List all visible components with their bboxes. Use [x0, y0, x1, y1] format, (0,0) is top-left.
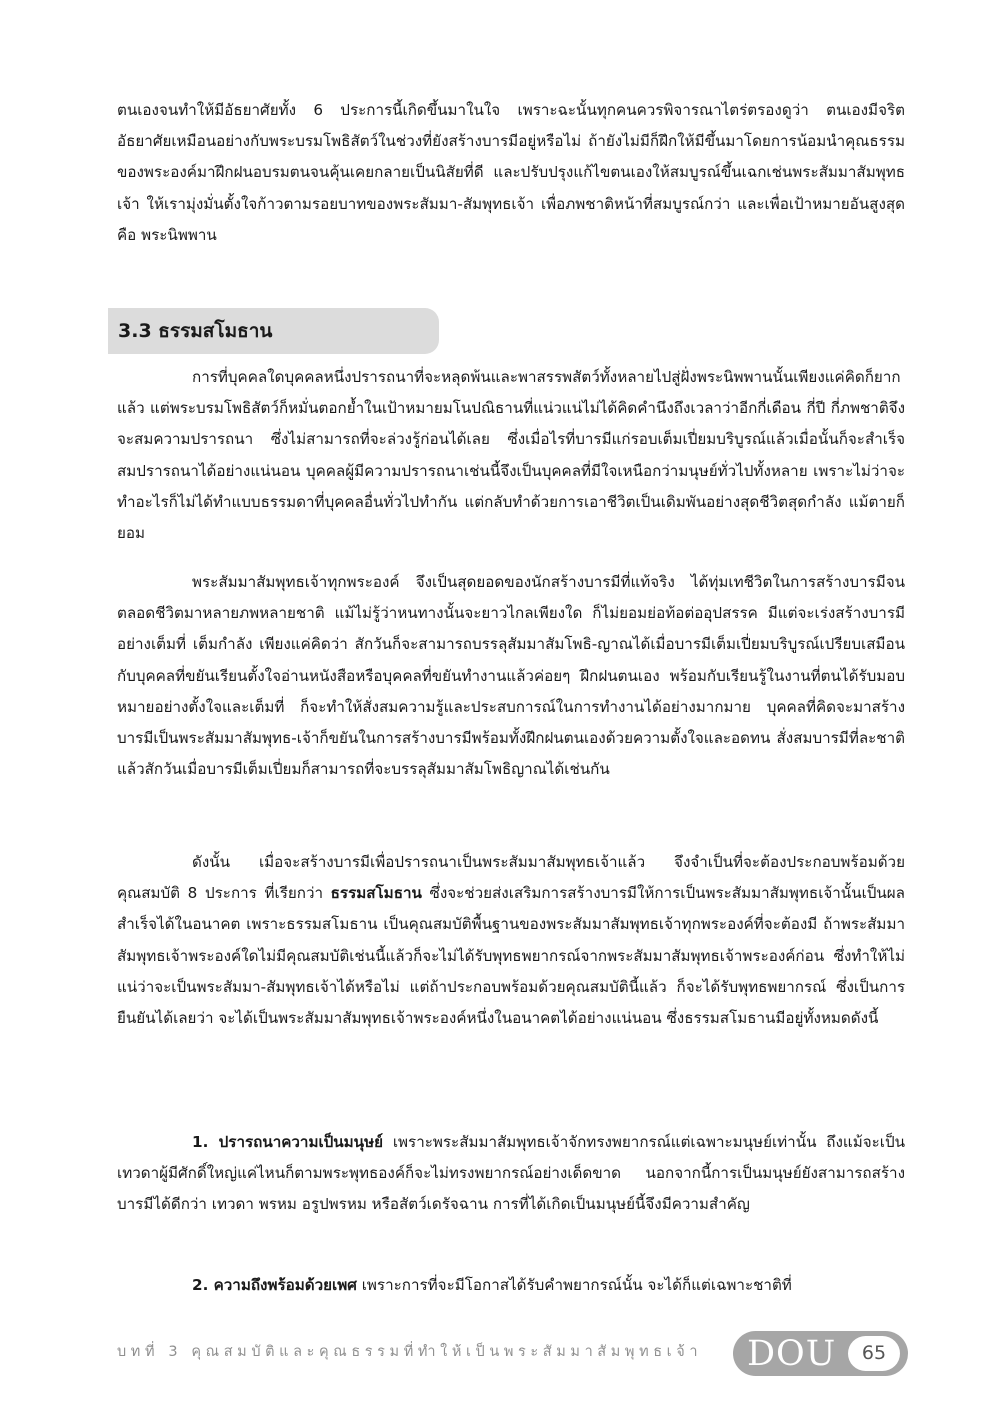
list-item-1-title: 1. ปรารถนาความเป็นมนุษย์: [192, 1133, 383, 1151]
page-number: 65: [848, 1336, 900, 1371]
list-item-1: [117, 1127, 905, 1221]
intro-paragraph: ตนเองจนทำให้มีอัธยาศัยทั้ง 6 ประการนี้เกิดขึ้นมาในใจ เพราะฉะนั้นทุกคนควรพิจารณาไตร่ตรองดูว่า ตนเองมีจริตอัธยาศัยเหมือนอย่างกับพระบรมโพธิสัตว์ในช่วงที่ยังสร้างบารมีอยู่หรือไม่ ถ้ายังไม่มีก็ฝึกให้มีขึ้นมาโดยการน้อมนำคุณธรรมของพระองค์มาฝึกฝนอบรมตนจนคุ้นเคยกลายเป็นนิสัยที่ดี และปรับปรุงแก้ไขตนเองให้สมบูรณ์ขึ้นเฉกเช่นพระสัมมาสัมพุทธเจ้า ให้เรามุ่งมั่นตั้งใจก้าวตามรอยบาทของพระสัมมา-สัมพุทธเจ้า เพื่อภพชาติหน้าที่สมบูรณ์กว่า และเพื่อเป้าหมายอันสูงสุด คือ พระนิพพาน: [117, 101, 905, 244]
footer-badge: [733, 1331, 908, 1376]
body-paragraph-3: [117, 847, 905, 1034]
body-paragraph-2: พระสัมมาสัมพุทธเจ้าทุกพระองค์ จึงเป็นสุดยอดของนักสร้างบารมีที่แท้จริง ได้ทุ่มเทชีวิตในการสร้างบารมีจนตลอดชีวิตมาหลายภพหลายชาติ แม้ไม่รู้ว่าหนทางนั้นจะยาวไกลเพียงใด ก็ไม่ยอมย่อท้อต่ออุปสรรค มีแต่จะเร่งสร้างบารมีอย่างเต็มที่ เต็มกำลัง เพียงแค่คิดว่า สักวันก็จะสามารถบรรลุสัมมาสัมโพธิ-ญาณได้เมื่อบารมีเต็มเปี่ยมบริบูรณ์เปรียบเสมือนกับบุคคลที่ขยันเรียนตั้งใจอ่านหนังสือหรือบุคคลที่ขยันทำงานแล้วค่อยๆ ฝึกฝนตนเอง พร้อมกับเรียนรู้ในงานที่ตนได้รับมอบหมายอย่างตั้งใจและเต็มที่ ก็จะทำให้สั่งสมความรู้และประสบการณ์ในการทำงานได้อย่างมากมาย บุคคลที่คิดจะมาสร้างบารมีเป็นพระสัมมาสัมพุทธ-เจ้าก็ขยันในการสร้างบารมีพร้อมทั้งฝึกฝนตนเองด้วยความตั้งใจและอดทน สั่งสมบารมีที่ละชาติแล้วสักวันเมื่อบารมีเต็มเปี่ยมก็สามารถที่จะบรรลุสัมมาสัมโพธิญาณได้เช่นกัน: [117, 573, 905, 779]
list-item-1-text: เพราะพระสัมมาสัมพุทธเจ้าจักทรงพยากรณ์แต่เฉพาะมนุษย์เท่านั้น ถึงแม้จะเป็นเทวดาผู้มีศักดิ์ใหญ่แค่ไหนก็ตามพระพุทธองค์ก็จะไม่ทรงพยากรณ์อย่างเด็ดขาด นอกจากนี้การเป็นมนุษย์ยังสามารถสร้างบารมีได้ดีกว่า เทวดา พรหม อรูปพรหม หรือสัตว์เดรัจฉาน การที่ได้เกิดเป็นมนุษย์นี้จึงมีความสำคัญ: [117, 1133, 905, 1214]
paragraph-3-lead: ดังนั้น เมื่อจะสร้างบารมีเพื่อปรารถนาเป็นพระสัมมาสัมพุทธเจ้าแล้ว จึงจำเป็นที่จะต้องประกอบพร้อมด้วยคุณสมบัติ 8 ประการ ที่เรียกว่า: [117, 853, 905, 903]
list-item-2-text: เพราะการที่จะมีโอกาสได้รับคำพยากรณ์นั้น จะได้ก็แต่เฉพาะชาติที่: [356, 1276, 792, 1294]
paragraph-3-rest: ซึ่งจะช่วยส่งเสริมการสร้างบารมีให้การเป็นพระสัมมาสัมพุทธเจ้านั้นเป็นผลสำเร็จได้ในอนาคต เพราะธรรมสโมธาน เป็นคุณสมบัติพื้นฐานของพระสัมมาสัมพุทธเจ้าทุกพระองค์ที่จะต้องมี ถ้าพระสัมมาสัมพุทธเจ้าพระองค์ใดไม่มีคุณสมบัติเช่นนี้แล้วก็จะไม่ได้รับพุทธพยากรณ์จากพระสัมมาสัมพุทธเจ้าพระองค์ก่อน ซึ่งทำให้ไม่แน่ว่าจะเป็นพระสัมมา-สัมพุทธเจ้าได้หรือไม่ แต่ถ้าประกอบพร้อมด้วยคุณสมบัตินี้แล้ว ก็จะได้รับพุทธพยากรณ์ ซึ่งเป็นการยืนยันได้เลยว่า จะได้เป็นพระสัมมาสัมพุทธเจ้าพระองค์หนึ่งในอนาคตได้อย่างแน่นอน ซึ่งธรรมสโมธานมีอยู่ทั้งหมดดังนี้: [117, 884, 905, 1028]
list-item-2: [117, 1270, 905, 1301]
paragraph-3-term: ธรรมสโมธาน: [330, 884, 422, 903]
list-item-2-title: 2. ความถึงพร้อมด้วยเพศ: [192, 1276, 357, 1294]
footer-chapter-title: บทที่ 3 คุณสมบัติและคุณธรรมที่ทำให้เป็นพระสัมมาสัมพุทธเจ้า: [117, 1344, 703, 1360]
dou-logo: DOU: [747, 1334, 837, 1374]
body-paragraph-1: การที่บุคคลใดบุคคลหนึ่งปรารถนาที่จะหลุดพ้นและพาสรรพสัตว์ทั้งหลายไปสู่ฝั่งพระนิพพานนั้นเพียงแค่คิดก็ยากแล้ว แต่พระบรมโพธิสัตว์ก็หมั่นตอกย้ำในเป้าหมายมโนปณิธานที่แน่วแน่ไม่ได้คิดคำนึงถึงเวลาว่าอีกกี่เดือน กี่ปี กี่ภพชาติจึงจะสมความปรารถนา ซึ่งไม่สามารถที่จะล่วงรู้ก่อนได้เลย ซึ่งเมื่อไรที่บารมีแก่รอบเต็มเปี่ยมบริบูรณ์แล้วเมื่อนั้นก็จะสำเร็จสมปรารถนาได้อย่างแน่นอน บุคคลผู้มีความปรารถนาเช่นนี้จึงเป็นบุคคลที่มีใจเหนือกว่ามนุษย์ทั่วไปทั้งหลาย เพราะไม่ว่าจะทำอะไรก็ไม่ได้ทำแบบธรรมดาที่บุคคลอื่นทั่วไปทำกัน แต่กลับทำด้วยการเอาชีวิตเป็นเดิมพันอย่างสุดชีวิตสุดกำลัง แม้ตายก็ยอม: [117, 368, 905, 543]
section-heading: 3.3 ธรรมสโมธาน: [108, 308, 439, 354]
